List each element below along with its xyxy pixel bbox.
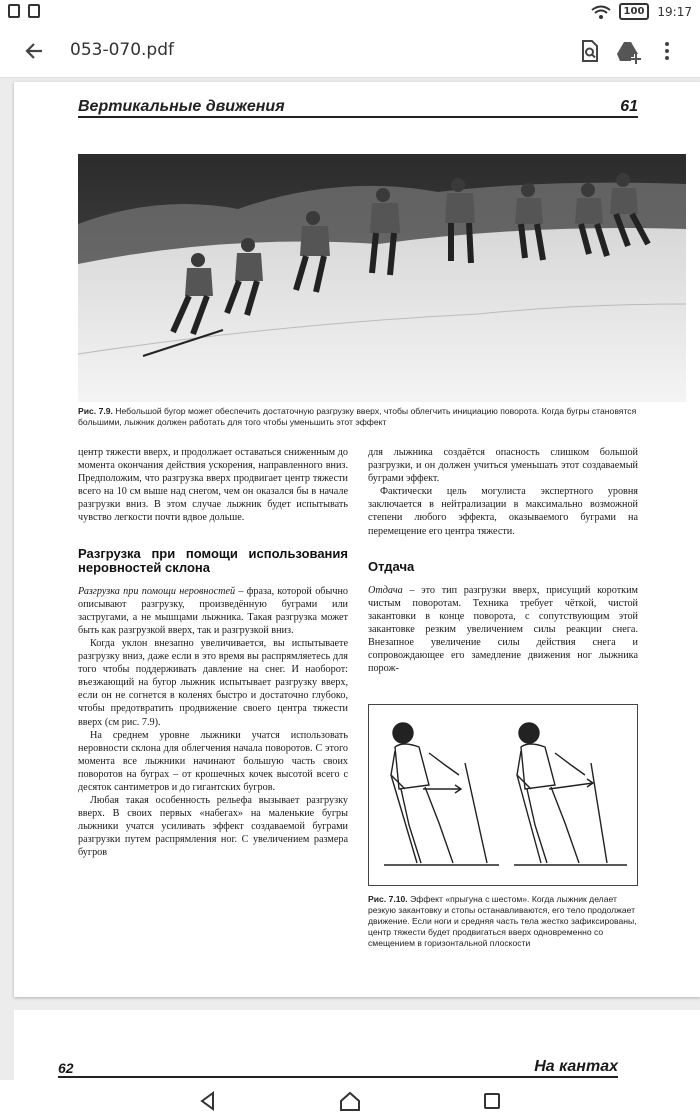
drive-add-icon[interactable] bbox=[614, 36, 644, 66]
section-heading-rebound: Отдача bbox=[368, 558, 415, 574]
figure-7-10-caption bbox=[368, 894, 638, 949]
term-definition: – фраза, которой обычно описывают разгрузку, произведённую буграми или застругами, а не мышцами лыжника. Такая разгрузка может быть как разгрузкой вверх, так и разгрузкой вниз. bbox=[78, 585, 348, 636]
app-bar bbox=[0, 24, 700, 78]
find-in-document-icon[interactable] bbox=[574, 36, 604, 66]
paragraph: На среднем уровне лыжники учатся использовать неровности склона для облегчения начала поворотов. С этого момента все лыжники начинают большую часть своих поворотов на буграх – от крошечных кочек высотой всего с десяток сантиметров и до гигантских бугров. bbox=[78, 729, 348, 793]
running-head bbox=[78, 100, 638, 118]
term: Разгрузка при помощи неровностей bbox=[78, 585, 236, 597]
next-page-number: 62 bbox=[58, 1060, 74, 1076]
figure-7-10-label: Рис. 7.10. bbox=[368, 894, 408, 904]
notification-alert-icon bbox=[8, 4, 20, 18]
clock: 19:17 bbox=[657, 4, 692, 19]
paragraph: Любая такая особенность рельефа вызывает разгрузку вверх. В своих первых «набегах» на маленькие бугры лыжники учатся усиливать эффект создаваемой буграми разгрузки путем распрямления ног. С увеличением размера бугров bbox=[78, 795, 348, 859]
right-column bbox=[368, 446, 638, 675]
back-arrow-icon[interactable] bbox=[20, 36, 50, 66]
chapter-title: Вертикальные движения bbox=[78, 98, 285, 115]
notification-icons bbox=[8, 4, 40, 18]
nav-recents-icon[interactable] bbox=[480, 1089, 504, 1113]
navigation-bar bbox=[0, 1080, 700, 1120]
nav-back-icon[interactable] bbox=[196, 1089, 220, 1113]
battery-icon: 100 bbox=[619, 3, 650, 20]
skier-sequence-photo bbox=[78, 154, 686, 402]
status-bar bbox=[0, 0, 700, 24]
term-definition: – это тип разгрузки вверх, присущий коротким чистым поворотам. Техника требует чёткой, чистой закантовки в конце поворота, с сопутствующим этой закантовке резким увеличением силы реакции снега. Внезапное увеличение силы действия снега и сопровождающее его замедление движения ног лыжника порож- bbox=[368, 584, 638, 675]
figure-7-9-text: Небольшой бугор может обеспечить достаточную разгрузку вверх, чтобы облегчить инициацию поворота. Когда бугры становятся большими, лыжник должен работать для того чтобы уменьшить этот эффект bbox=[78, 406, 637, 427]
paragraph: для лыжника создаётся опасность слишком большой разгрузки, и он должен учиться уменьшать этот создаваемый буграми эффект. bbox=[368, 447, 638, 485]
paragraph bbox=[78, 585, 348, 637]
paragraph: Фактически цель могулиста экспертного уровня заключается в нейтрализации в максимально возможной степени любого эффекта, оказываемого буграми на перемещение его центра тяжести. bbox=[368, 486, 638, 537]
pole-vault-skier-drawing bbox=[369, 705, 637, 885]
page-number: 61 bbox=[620, 98, 638, 115]
figure-7-9-caption bbox=[78, 406, 638, 428]
paragraph bbox=[368, 584, 638, 676]
figure-7-9-label: Рис. 7.9. bbox=[78, 406, 113, 416]
section-heading-bumps: Разгрузка при помощи использования неровностей склона bbox=[78, 545, 348, 575]
figure-7-10-text: Эффект «прыгуна с шестом». Когда лыжник делает резкую закантовку и стопы останавливаются, его тело продолжает движение. Если ноги и средняя часть тела жестко зафиксированы, центр тяжести будет продвигаться вверх одновременно со смещением в горизонтальной плоскости bbox=[368, 894, 637, 948]
document-title: 053-070.pdf bbox=[70, 40, 175, 60]
next-chapter-title: На кантах bbox=[534, 1058, 618, 1075]
figure-7-10-illustration bbox=[368, 704, 638, 886]
term: Отдача bbox=[368, 584, 403, 596]
nav-home-icon[interactable] bbox=[338, 1089, 362, 1113]
paragraph: Когда уклон внезапно увеличивается, вы испытываете разгрузку вниз, даже если в это время вы распрямляетесь для того чтобы поддерживать давление на снег. И наоборот: въезжающий на бугор лыжник испытывает разгрузку вверх, если он не согнется в коленях быстро и достаточно глубоко, чтобы предотвратить продвижение своего центра тяжести вверх (см рис. 7.9). bbox=[78, 637, 348, 728]
more-options-icon[interactable] bbox=[652, 36, 682, 66]
pdf-page bbox=[14, 82, 700, 997]
next-pdf-page bbox=[14, 1010, 700, 1080]
notification-gallery-icon bbox=[28, 4, 40, 18]
paragraph: центр тяжести вверх, и продолжает оставаться сниженным до момента окончания действия ускорения, направленного вниз. Предположим, что разгрузка вверх продвигает центр тяжести всего на 10 см выше над снегом, чем он оказался бы в начале разгрузки вниз. В этом случае лыжник будет испытывать чувство легкости почти вдвое дольше. bbox=[78, 447, 348, 524]
next-page-running-head bbox=[58, 1058, 618, 1078]
wifi-icon bbox=[591, 5, 611, 19]
left-column bbox=[78, 446, 348, 860]
